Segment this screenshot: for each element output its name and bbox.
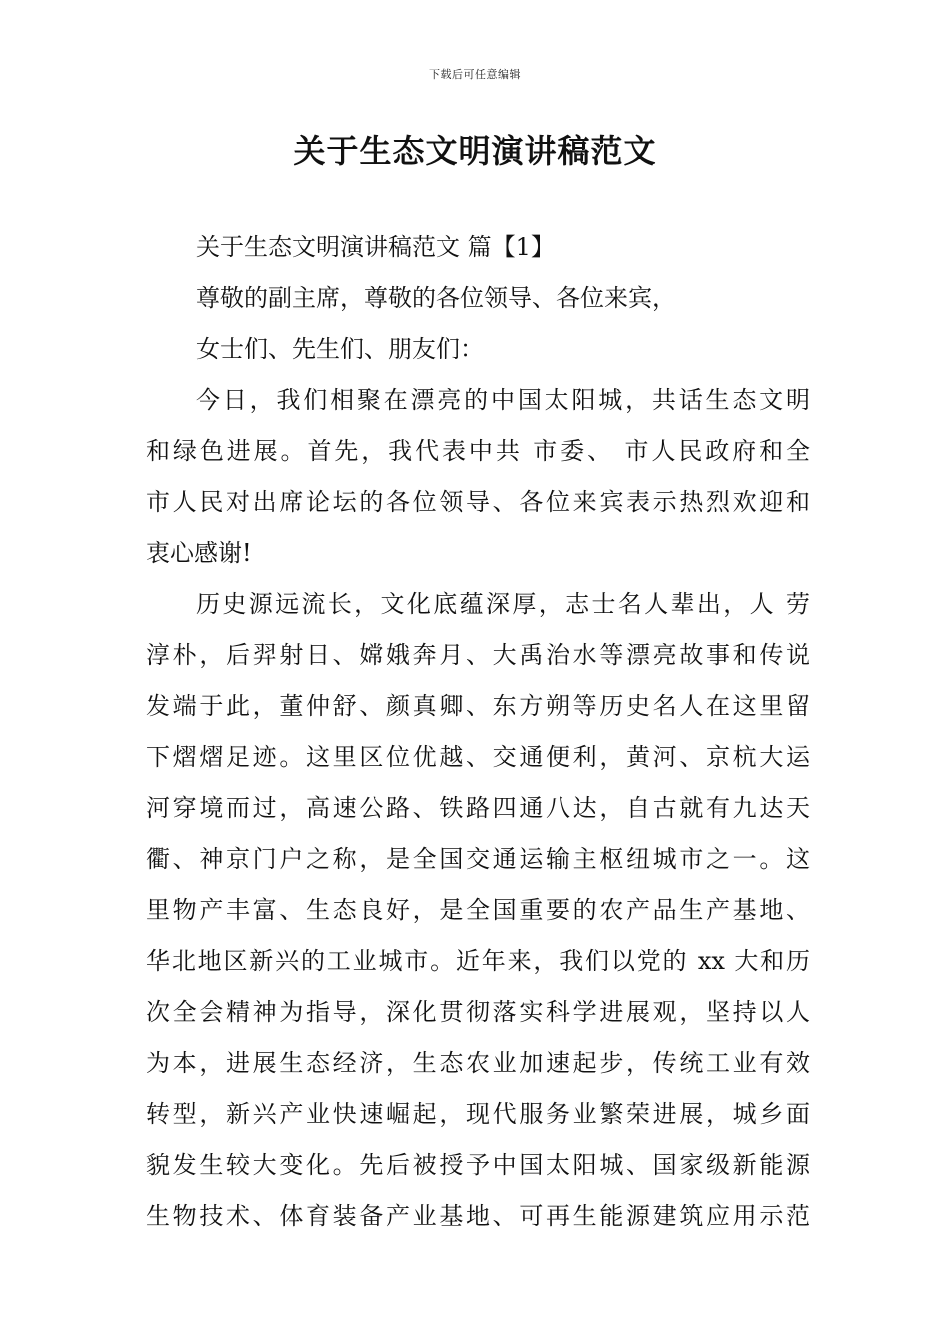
- document-title: 关于生态文明演讲稿范文: [293, 132, 657, 170]
- text-line: 里物产丰富、生态良好，是全国重要的农产品生产基地、: [146, 896, 810, 924]
- text-line: 和绿色进展。首先，我代表中共 市委、 市人民政府和全: [146, 437, 810, 465]
- text-line: 衷心感谢!: [146, 539, 252, 567]
- text-line: 华北地区新兴的工业城市。近年来，我们以党的 xx 大和历: [146, 947, 810, 975]
- text-line: 貌发生较大变化。先后被授予中国太阳城、国家级新能源: [146, 1151, 810, 1179]
- text-line: 淳朴，后羿射日、嫦娥奔月、大禹治水等漂亮故事和传说: [146, 641, 810, 669]
- text-line: 次全会精神为指导，深化贯彻落实科学进展观，坚持以人: [146, 998, 810, 1026]
- text-line: 为本，进展生态经济，生态农业加速起步，传统工业有效: [146, 1049, 810, 1077]
- text-line: 生物技术、体育装备产业基地、可再生能源建筑应用示范: [146, 1202, 810, 1230]
- text-line: 尊敬的副主席，尊敬的各位领导、各位来宾，: [196, 284, 676, 312]
- text-line: 下熠熠足迹。这里区位优越、交通便利，黄河、京杭大运: [146, 743, 810, 771]
- text-line: 转型，新兴产业快速崛起，现代服务业繁荣进展，城乡面: [146, 1100, 810, 1128]
- text-line: 女士们、先生们、朋友们：: [196, 335, 484, 363]
- text-line: 衢、神京门户之称，是全国交通运输主枢纽城市之一。这: [146, 845, 810, 873]
- text-line: 河穿境而过，高速公路、铁路四通八达，自古就有九达天: [146, 794, 810, 822]
- text-line: 市人民对出席论坛的各位领导、各位来宾表示热烈欢迎和: [146, 488, 810, 516]
- text-line: 关于生态文明演讲稿范文 篇【1】: [196, 233, 555, 261]
- text-line: 历史源远流长，文化底蕴深厚，志士名人辈出，人 劳: [196, 590, 810, 618]
- header-note: 下载后可任意编辑: [429, 68, 521, 81]
- text-line: 发端于此，董仲舒、颜真卿、东方朔等历史名人在这里留: [146, 692, 810, 720]
- text-line: 今日，我们相聚在漂亮的中国太阳城，共话生态文明: [196, 386, 810, 414]
- body-text: [146, 222, 810, 1242]
